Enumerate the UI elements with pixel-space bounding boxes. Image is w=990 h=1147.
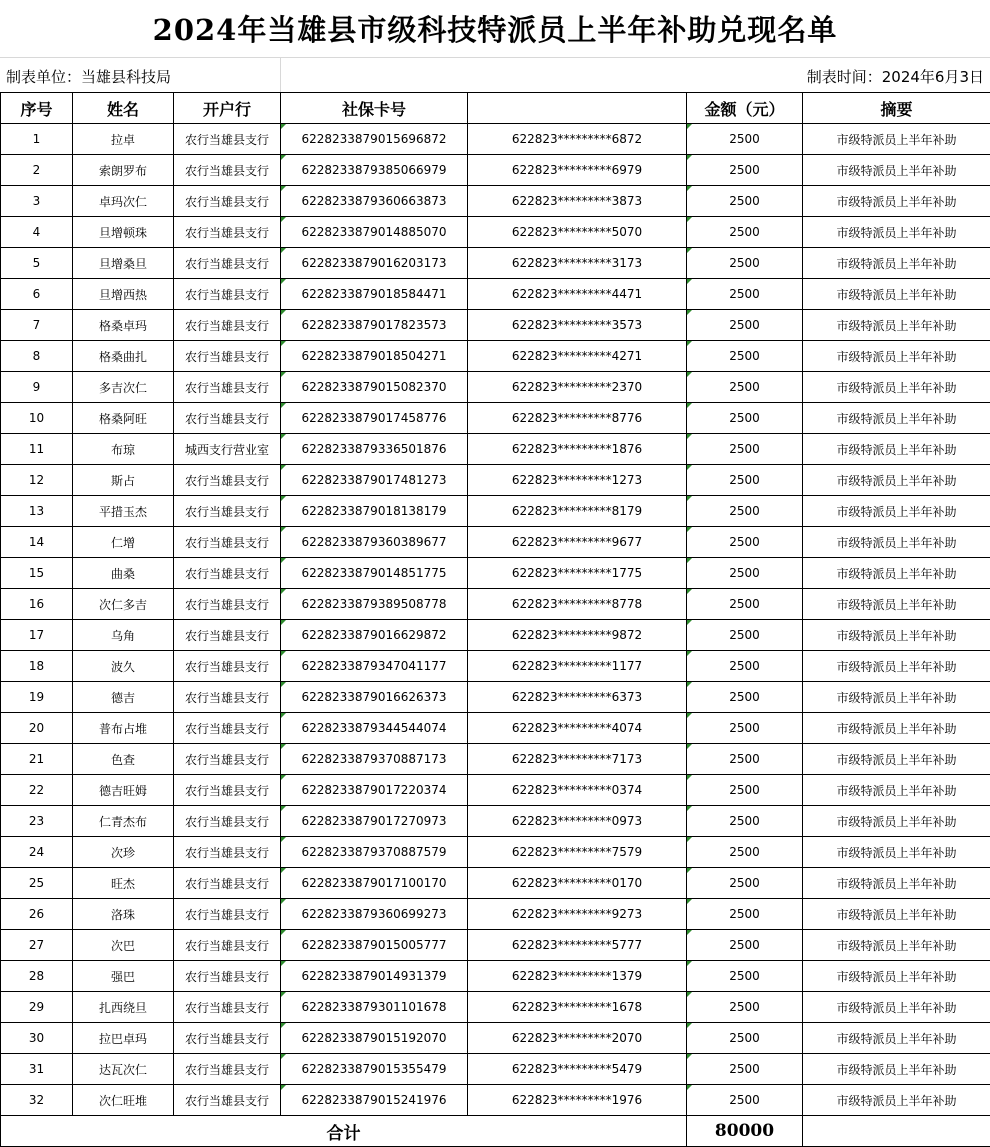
cell-summary: 市级特派员上半年补助 [803,434,990,465]
table-row [1,868,990,899]
cell-index: 22 [1,775,73,806]
cell-card: 6228233879360389677 [281,527,468,558]
cell-amount: 2500 [687,651,803,682]
cell-card: 6228233879389508778 [281,589,468,620]
cell-bank: 农行当雄县支行 [174,775,281,806]
cell-name: 达瓦次仁 [73,1054,174,1085]
cell-card: 6228233879014931379 [281,961,468,992]
cell-bank: 农行当雄县支行 [174,279,281,310]
cell-card: 6228233879344544074 [281,713,468,744]
cell-summary: 市级特派员上半年补助 [803,248,990,279]
cell-masked-card: 622823*********9872 [468,620,687,651]
cell-card: 6228233879301101678 [281,992,468,1023]
table-row [1,589,990,620]
table-row [1,465,990,496]
cell-index: 2 [1,155,73,186]
cell-index: 13 [1,496,73,527]
cell-bank: 农行当雄县支行 [174,527,281,558]
cell-index: 7 [1,310,73,341]
cell-name: 旦增桑旦 [73,248,174,279]
cell-summary: 市级特派员上半年补助 [803,341,990,372]
cell-index: 4 [1,217,73,248]
total-row [1,1116,990,1147]
cell-amount: 2500 [687,620,803,651]
cell-masked-card: 622823*********9677 [468,527,687,558]
cell-amount: 2500 [687,868,803,899]
cell-masked-card: 622823*********1177 [468,651,687,682]
cell-masked-card: 622823*********3873 [468,186,687,217]
cell-card: 6228233879017481273 [281,465,468,496]
cell-index: 17 [1,620,73,651]
cell-index: 18 [1,651,73,682]
cell-bank: 农行当雄县支行 [174,124,281,155]
cell-name: 多吉次仁 [73,372,174,403]
header-bank: 开户行 [174,93,281,124]
cell-name: 拉卓 [73,124,174,155]
cell-card: 6228233879385066979 [281,155,468,186]
cell-card: 6228233879015355479 [281,1054,468,1085]
table-row [1,837,990,868]
cell-card: 6228233879018138179 [281,496,468,527]
cell-name: 曲桑 [73,558,174,589]
cell-amount: 2500 [687,372,803,403]
cell-card: 6228233879336501876 [281,434,468,465]
cell-bank: 农行当雄县支行 [174,1023,281,1054]
cell-masked-card: 622823*********4271 [468,341,687,372]
cell-card: 6228233879014851775 [281,558,468,589]
cell-card: 6228233879347041177 [281,651,468,682]
cell-amount: 2500 [687,124,803,155]
total-empty [803,1116,990,1147]
date-label: 制表时间：2024年6月3日 [807,66,984,87]
cell-bank: 农行当雄县支行 [174,806,281,837]
cell-bank: 农行当雄县支行 [174,1085,281,1116]
cell-summary: 市级特派员上半年补助 [803,558,990,589]
table-row [1,248,990,279]
cell-card: 6228233879018584471 [281,279,468,310]
cell-index: 12 [1,465,73,496]
table-row [1,372,990,403]
cell-masked-card: 622823*********2370 [468,372,687,403]
cell-amount: 2500 [687,465,803,496]
cell-card: 6228233879016629872 [281,620,468,651]
cell-bank: 农行当雄县支行 [174,930,281,961]
cell-bank: 农行当雄县支行 [174,496,281,527]
cell-card: 6228233879017823573 [281,310,468,341]
table-row [1,992,990,1023]
cell-name: 次仁旺堆 [73,1085,174,1116]
cell-amount: 2500 [687,341,803,372]
cell-masked-card: 622823*********2070 [468,1023,687,1054]
cell-summary: 市级特派员上半年补助 [803,961,990,992]
cell-masked-card: 622823*********0170 [468,868,687,899]
cell-card: 6228233879370887173 [281,744,468,775]
header-name: 姓名 [73,93,174,124]
header-row [1,93,990,124]
cell-amount: 2500 [687,806,803,837]
cell-bank: 农行当雄县支行 [174,248,281,279]
cell-bank: 农行当雄县支行 [174,992,281,1023]
cell-amount: 2500 [687,496,803,527]
cell-amount: 2500 [687,248,803,279]
cell-bank: 农行当雄县支行 [174,310,281,341]
table-row [1,620,990,651]
table-row [1,496,990,527]
table-row [1,1023,990,1054]
meta-divider [280,58,281,92]
cell-card: 6228233879016626373 [281,682,468,713]
table-row [1,217,990,248]
cell-masked-card: 622823*********8778 [468,589,687,620]
cell-name: 旦增顿珠 [73,217,174,248]
cell-bank: 农行当雄县支行 [174,713,281,744]
cell-card: 6228233879016203173 [281,248,468,279]
cell-card: 6228233879370887579 [281,837,468,868]
cell-card: 6228233879015005777 [281,930,468,961]
cell-masked-card: 622823*********1678 [468,992,687,1023]
cell-card: 6228233879015082370 [281,372,468,403]
cell-bank: 农行当雄县支行 [174,651,281,682]
cell-summary: 市级特派员上半年补助 [803,806,990,837]
cell-bank: 农行当雄县支行 [174,558,281,589]
cell-summary: 市级特派员上半年补助 [803,1023,990,1054]
cell-summary: 市级特派员上半年补助 [803,496,990,527]
cell-amount: 2500 [687,930,803,961]
cell-amount: 2500 [687,1085,803,1116]
cell-card: 6228233879017458776 [281,403,468,434]
cell-amount: 2500 [687,713,803,744]
cell-index: 11 [1,434,73,465]
unit-label: 制表单位：当雄县科技局 [6,66,171,87]
cell-index: 23 [1,806,73,837]
cell-name: 波久 [73,651,174,682]
cell-summary: 市级特派员上半年补助 [803,155,990,186]
cell-masked-card: 622823*********5070 [468,217,687,248]
cell-summary: 市级特派员上半年补助 [803,744,990,775]
cell-amount: 2500 [687,155,803,186]
cell-name: 乌角 [73,620,174,651]
cell-bank: 农行当雄县支行 [174,465,281,496]
cell-name: 格桑曲扎 [73,341,174,372]
cell-card: 6228233879360663873 [281,186,468,217]
table-row [1,341,990,372]
table-row [1,806,990,837]
table-row [1,961,990,992]
cell-amount: 2500 [687,1023,803,1054]
cell-masked-card: 622823*********1976 [468,1085,687,1116]
cell-summary: 市级特派员上半年补助 [803,713,990,744]
cell-amount: 2500 [687,589,803,620]
cell-name: 次珍 [73,837,174,868]
cell-index: 1 [1,124,73,155]
cell-summary: 市级特派员上半年补助 [803,372,990,403]
cell-masked-card: 622823*********4074 [468,713,687,744]
cell-summary: 市级特派员上半年补助 [803,403,990,434]
header-card: 社保卡号 [281,93,468,124]
cell-summary: 市级特派员上半年补助 [803,930,990,961]
cell-bank: 农行当雄县支行 [174,589,281,620]
table-row [1,1085,990,1116]
cell-summary: 市级特派员上半年补助 [803,124,990,155]
cell-bank: 农行当雄县支行 [174,961,281,992]
cell-masked-card: 622823*********1775 [468,558,687,589]
cell-summary: 市级特派员上半年补助 [803,279,990,310]
cell-bank: 农行当雄县支行 [174,341,281,372]
cell-index: 5 [1,248,73,279]
cell-bank: 农行当雄县支行 [174,620,281,651]
cell-name: 德吉 [73,682,174,713]
cell-name: 旺杰 [73,868,174,899]
cell-index: 25 [1,868,73,899]
cell-card: 6228233879360699273 [281,899,468,930]
cell-bank: 农行当雄县支行 [174,682,281,713]
cell-name: 仁青杰布 [73,806,174,837]
cell-summary: 市级特派员上半年补助 [803,465,990,496]
cell-index: 30 [1,1023,73,1054]
cell-name: 布琼 [73,434,174,465]
table-row [1,930,990,961]
total-value: 80000 [687,1116,803,1147]
cell-index: 16 [1,589,73,620]
cell-amount: 2500 [687,403,803,434]
cell-masked-card: 622823*********1379 [468,961,687,992]
header-amount: 金额（元） [687,93,803,124]
cell-masked-card: 622823*********0973 [468,806,687,837]
cell-name: 卓玛次仁 [73,186,174,217]
cell-amount: 2500 [687,1054,803,1085]
cell-masked-card: 622823*********4471 [468,279,687,310]
table-row [1,1054,990,1085]
cell-name: 旦增西热 [73,279,174,310]
cell-amount: 2500 [687,279,803,310]
cell-masked-card: 622823*********7579 [468,837,687,868]
cell-card: 6228233879017220374 [281,775,468,806]
cell-card: 6228233879017270973 [281,806,468,837]
cell-summary: 市级特派员上半年补助 [803,837,990,868]
cell-bank: 农行当雄县支行 [174,186,281,217]
cell-masked-card: 622823*********3573 [468,310,687,341]
cell-name: 色查 [73,744,174,775]
cell-index: 28 [1,961,73,992]
table-row [1,310,990,341]
header-index: 序号 [1,93,73,124]
cell-index: 24 [1,837,73,868]
cell-index: 6 [1,279,73,310]
cell-amount: 2500 [687,217,803,248]
cell-index: 31 [1,1054,73,1085]
cell-name: 扎西绕旦 [73,992,174,1023]
cell-summary: 市级特派员上半年补助 [803,775,990,806]
cell-masked-card: 622823*********6979 [468,155,687,186]
table-row [1,186,990,217]
cell-bank: 农行当雄县支行 [174,837,281,868]
cell-bank: 农行当雄县支行 [174,372,281,403]
cell-name: 平措玉杰 [73,496,174,527]
cell-index: 3 [1,186,73,217]
cell-summary: 市级特派员上半年补助 [803,682,990,713]
cell-name: 强巴 [73,961,174,992]
cell-name: 格桑卓玛 [73,310,174,341]
cell-index: 10 [1,403,73,434]
table-row [1,434,990,465]
table-row [1,682,990,713]
cell-name: 仁增 [73,527,174,558]
cell-summary: 市级特派员上半年补助 [803,217,990,248]
cell-name: 次巴 [73,930,174,961]
cell-masked-card: 622823*********7173 [468,744,687,775]
cell-masked-card: 622823*********8179 [468,496,687,527]
cell-name: 普布占堆 [73,713,174,744]
cell-amount: 2500 [687,186,803,217]
cell-summary: 市级特派员上半年补助 [803,1085,990,1116]
table-row [1,403,990,434]
total-label: 合计 [1,1116,687,1147]
cell-bank: 农行当雄县支行 [174,217,281,248]
cell-summary: 市级特派员上半年补助 [803,899,990,930]
cell-name: 拉巴卓玛 [73,1023,174,1054]
table-row [1,744,990,775]
cell-card: 6228233879015696872 [281,124,468,155]
cell-summary: 市级特派员上半年补助 [803,620,990,651]
cell-index: 19 [1,682,73,713]
cell-summary: 市级特派员上半年补助 [803,589,990,620]
cell-bank: 农行当雄县支行 [174,744,281,775]
cell-masked-card: 622823*********1876 [468,434,687,465]
cell-summary: 市级特派员上半年补助 [803,527,990,558]
cell-card: 6228233879014885070 [281,217,468,248]
cell-bank: 城西支行营业室 [174,434,281,465]
cell-summary: 市级特派员上半年补助 [803,992,990,1023]
cell-card: 6228233879015192070 [281,1023,468,1054]
cell-bank: 农行当雄县支行 [174,1054,281,1085]
cell-name: 德吉旺姆 [73,775,174,806]
cell-bank: 农行当雄县支行 [174,155,281,186]
table-row [1,899,990,930]
cell-card: 6228233879015241976 [281,1085,468,1116]
header-masked-card [468,93,687,124]
cell-amount: 2500 [687,744,803,775]
cell-masked-card: 622823*********6872 [468,124,687,155]
cell-masked-card: 622823*********6373 [468,682,687,713]
table-row [1,527,990,558]
cell-name: 格桑阿旺 [73,403,174,434]
page-title: 2024年当雄县市级科技特派员上半年补助兑现名单 [0,0,990,58]
subsidy-table [0,92,990,1147]
cell-bank: 农行当雄县支行 [174,403,281,434]
cell-index: 15 [1,558,73,589]
cell-masked-card: 622823*********5777 [468,930,687,961]
cell-masked-card: 622823*********9273 [468,899,687,930]
cell-bank: 农行当雄县支行 [174,868,281,899]
cell-summary: 市级特派员上半年补助 [803,310,990,341]
cell-index: 26 [1,899,73,930]
cell-index: 29 [1,992,73,1023]
table-row [1,713,990,744]
cell-masked-card: 622823*********3173 [468,248,687,279]
cell-name: 洛珠 [73,899,174,930]
cell-amount: 2500 [687,682,803,713]
cell-index: 20 [1,713,73,744]
cell-amount: 2500 [687,992,803,1023]
cell-card: 6228233879018504271 [281,341,468,372]
cell-index: 8 [1,341,73,372]
table-row [1,279,990,310]
cell-amount: 2500 [687,434,803,465]
cell-summary: 市级特派员上半年补助 [803,186,990,217]
cell-index: 27 [1,930,73,961]
cell-masked-card: 622823*********1273 [468,465,687,496]
cell-summary: 市级特派员上半年补助 [803,1054,990,1085]
cell-amount: 2500 [687,558,803,589]
cell-amount: 2500 [687,775,803,806]
cell-summary: 市级特派员上半年补助 [803,868,990,899]
cell-name: 次仁多吉 [73,589,174,620]
meta-bar [0,58,990,92]
table-row [1,155,990,186]
table-row [1,558,990,589]
table-row [1,124,990,155]
cell-index: 32 [1,1085,73,1116]
cell-masked-card: 622823*********0374 [468,775,687,806]
table-row [1,775,990,806]
cell-index: 14 [1,527,73,558]
cell-masked-card: 622823*********8776 [468,403,687,434]
table-row [1,651,990,682]
cell-index: 9 [1,372,73,403]
cell-index: 21 [1,744,73,775]
cell-amount: 2500 [687,837,803,868]
cell-name: 斯占 [73,465,174,496]
cell-amount: 2500 [687,310,803,341]
cell-masked-card: 622823*********5479 [468,1054,687,1085]
cell-card: 6228233879017100170 [281,868,468,899]
cell-amount: 2500 [687,527,803,558]
cell-bank: 农行当雄县支行 [174,899,281,930]
header-summary: 摘要 [803,93,990,124]
cell-summary: 市级特派员上半年补助 [803,651,990,682]
cell-amount: 2500 [687,961,803,992]
cell-name: 索朗罗布 [73,155,174,186]
cell-amount: 2500 [687,899,803,930]
